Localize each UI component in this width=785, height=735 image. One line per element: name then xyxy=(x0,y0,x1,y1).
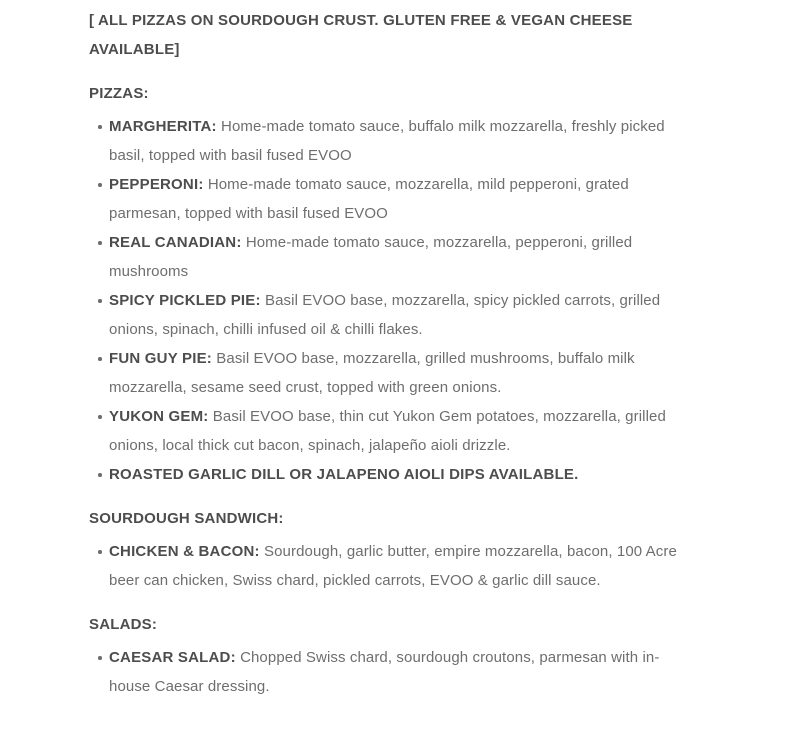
menu-item-label: ROASTED GARLIC DILL OR JALAPENO AIOLI DIPS AVAILABLE. xyxy=(109,466,579,483)
menu-item-description: Sourdough, garlic butter, empire mozzarella, bacon, 100 Acre beer can chicken, Swiss chard, pickled carrots, EVOO & garlic dill sauce. xyxy=(109,543,677,589)
menu-item-label: CHICKEN & BACON: xyxy=(109,543,260,560)
menu-item xyxy=(89,344,689,402)
menu-item-description: Chopped Swiss chard, sourdough croutons, parmesan with in-house Caesar dressing. xyxy=(109,649,660,695)
menu-item-label: MARGHERITA: xyxy=(109,118,217,135)
menu-item-list xyxy=(89,643,689,701)
menu-item-description: Home-made tomato sauce, mozzarella, mild pepperoni, grated parmesan, topped with basil fused EVOO xyxy=(109,176,629,222)
menu-item-description: Home-made tomato sauce, mozzarella, pepperoni, grilled mushrooms xyxy=(109,234,633,280)
menu-item-label: YUKON GEM: xyxy=(109,408,209,425)
section-heading: PIZZAS: xyxy=(89,85,149,102)
menu-item xyxy=(89,286,689,344)
menu-item-label: FUN GUY PIE: xyxy=(109,350,212,367)
menu-item xyxy=(89,170,689,228)
menu-item-description: Basil EVOO base, mozzarella, spicy pickled carrots, grilled onions, spinach, chilli infused oil & chilli flakes. xyxy=(109,292,661,338)
menu-content xyxy=(89,0,689,701)
menu-item xyxy=(89,460,689,489)
menu-item xyxy=(89,402,689,460)
menu-item-list xyxy=(89,537,689,595)
menu-item-label: SPICY PICKLED PIE: xyxy=(109,292,261,309)
menu-item xyxy=(89,112,689,170)
menu-item-label: REAL CANADIAN: xyxy=(109,234,242,251)
menu-item-description: Basil EVOO base, thin cut Yukon Gem potatoes, mozzarella, grilled onions, local thick cut bacon, spinach, jalapeño aioli drizzle. xyxy=(109,408,666,454)
menu-item-description: Home-made tomato sauce, buffalo milk mozzarella, freshly picked basil, topped with basil fused EVOO xyxy=(109,118,665,164)
menu-item xyxy=(89,228,689,286)
section-heading: SALADS: xyxy=(89,616,158,633)
menu-item-label: CAESAR SALAD: xyxy=(109,649,236,666)
menu-item xyxy=(89,537,689,595)
intro-note: [ ALL PIZZAS ON SOURDOUGH CRUST. GLUTEN FREE & VEGAN CHEESE AVAILABLE] xyxy=(89,12,633,58)
section-heading: SOURDOUGH SANDWICH: xyxy=(89,510,284,527)
menu-item-label: PEPPERONI: xyxy=(109,176,204,193)
menu-sections xyxy=(89,64,689,701)
menu-item-list xyxy=(89,112,689,489)
menu-item xyxy=(89,643,689,701)
menu-item-description: Basil EVOO base, mozzarella, grilled mushrooms, buffalo milk mozzarella, sesame seed crust, topped with green onions. xyxy=(109,350,635,396)
